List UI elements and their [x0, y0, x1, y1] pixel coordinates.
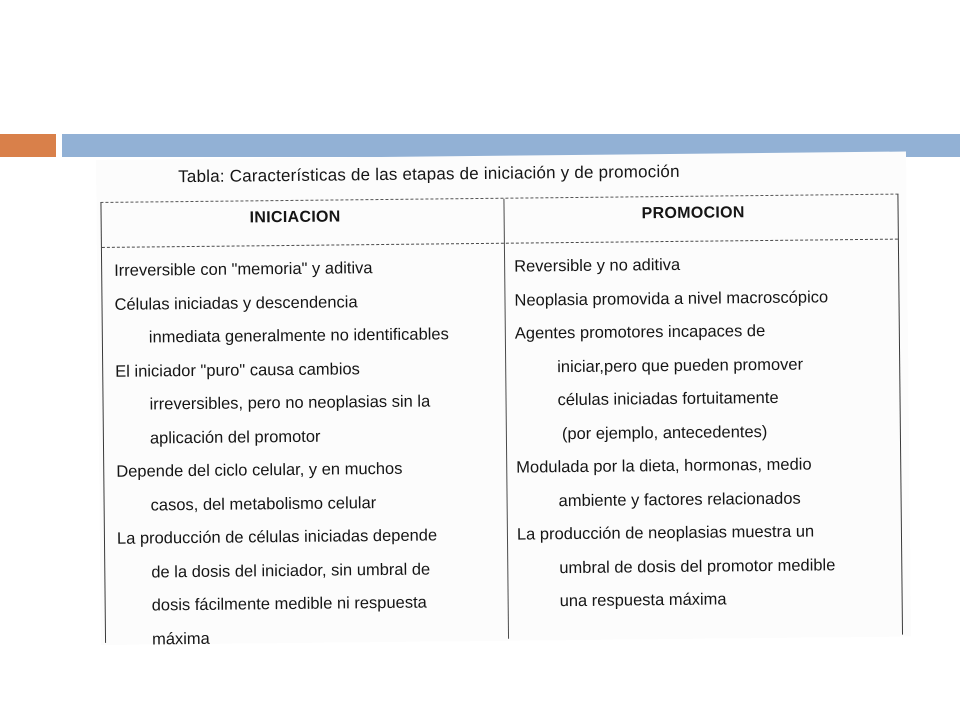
promocion-line: Reversible y no aditiva [514, 255, 681, 276]
iniciacion-line: El iniciador "puro" causa cambios [115, 359, 360, 381]
iniciacion-line: máxima [151, 629, 210, 648]
table-caption: Tabla: Características de las etapas de iniciación y de promoción [178, 161, 680, 187]
comparison-table [100, 194, 903, 648]
promocion-line: Neoplasia promovida a nivel macroscópico [514, 287, 829, 310]
iniciacion-line: Depende del ciclo celular, y en muchos [116, 459, 403, 481]
promocion-line: Modulada por la dieta, hormonas, medio [516, 455, 812, 477]
iniciacion-line: inmediata generalmente no identificables [148, 325, 449, 347]
iniciacion-line: Irreversible con "memoria" y aditiva [114, 259, 373, 280]
header-iniciacion: INICIACION [249, 208, 341, 227]
promocion-line: una respuesta máxima [559, 590, 727, 611]
promocion-column [514, 247, 904, 620]
header-promocion: PROMOCION [641, 204, 745, 223]
iniciacion-line: de la dosis del iniciador, sin umbral de [151, 560, 431, 581]
promocion-line: Agentes promotores incapaces de [514, 322, 766, 343]
promocion-line: células iniciadas fortuitamente [557, 388, 779, 410]
promocion-line: ambiente y factores relacionados [558, 489, 801, 510]
iniciacion-line: La producción de células iniciadas depende [116, 526, 438, 548]
promocion-line: iniciar,pero que pueden promover [557, 355, 804, 376]
iniciacion-column [114, 251, 508, 657]
promocion-line: umbral de dosis del promotor medible [559, 555, 836, 577]
accent-bar [0, 134, 56, 157]
promocion-line: (por ejemplo, antecedentes) [561, 422, 768, 443]
iniciacion-line: dosis fácilmente medible ni respuesta [151, 593, 427, 615]
promocion-line: La producción de neoplasias muestra un [516, 522, 815, 544]
iniciacion-line: aplicación del promotor [149, 427, 321, 447]
iniciacion-line: Células iniciadas y descendencia [114, 292, 358, 314]
scanned-table-image [96, 152, 911, 648]
iniciacion-line: casos, del metabolismo celular [150, 493, 377, 514]
header-divider [102, 239, 898, 248]
iniciacion-line: irreversibles, pero no neoplasias sin la [149, 392, 431, 414]
